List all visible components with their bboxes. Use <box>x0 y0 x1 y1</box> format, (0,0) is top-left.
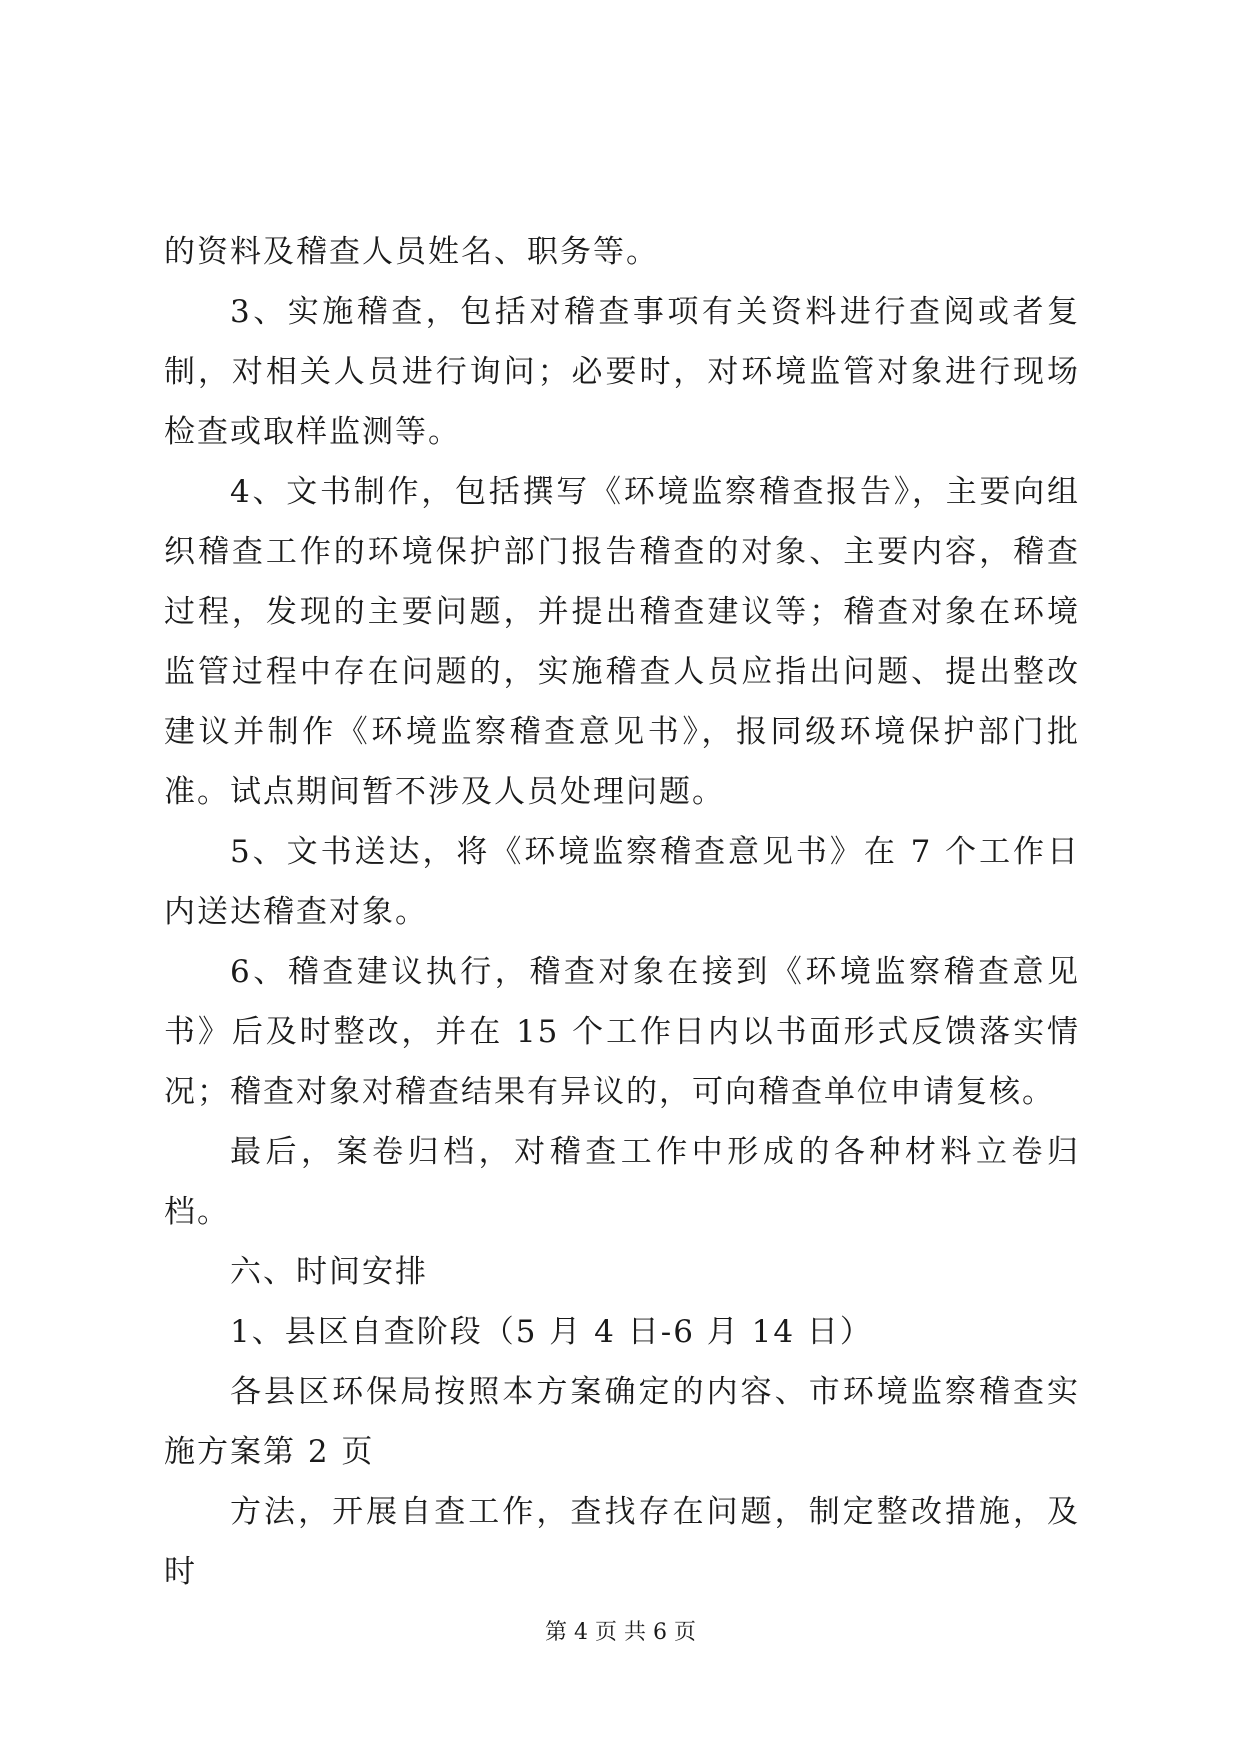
paragraph-method: 方法，开展自查工作，查找存在问题，制定整改措施，及时 <box>164 1494 1080 1590</box>
page-number-footer: 第 4 页 共 6 页 <box>545 1620 696 1645</box>
paragraph-item-5: 5、文书送达，将《环境监察稽查意见书》在 7 个工作日内送达稽查对象。 <box>164 834 1080 930</box>
paragraph-item-3: 3、实施稽查，包括对稽查事项有关资料进行查阅或者复制，对相关人员进行询问；必要时，对环境监管对象进行现场检查或取样监测等。 <box>164 294 1080 450</box>
paragraph-self-check: 各县区环保局按照本方案确定的内容、市环境监察稽查实施方案第 2 页 <box>164 1374 1080 1470</box>
paragraph-final-step: 最后，案卷归档，对稽查工作中形成的各种材料立卷归档。 <box>164 1134 1080 1230</box>
document-body <box>164 222 1080 1602</box>
subheading-self-check-stage: 1、县区自查阶段（5 月 4 日-6 月 14 日） <box>230 1314 873 1350</box>
paragraph-item-6: 6、稽查建议执行，稽查对象在接到《环境监察稽查意见书》后及时整改，并在 15 个工作日内以书面形式反馈落实情况；稽查对象对稽查结果有异议的，可向稽查单位申请复核。 <box>164 954 1080 1110</box>
section-heading-schedule: 六、时间安排 <box>230 1254 428 1290</box>
paragraph-continuation: 的资料及稽查人员姓名、职务等。 <box>164 234 659 270</box>
paragraph-item-4: 4、文书制作，包括撰写《环境监察稽查报告》，主要向组织稽查工作的环境保护部门报告稽查的对象、主要内容，稽查过程，发现的主要问题，并提出稽查建议等；稽查对象在环境监管过程中存在问题的，实施稽查人员应指出问题、提出整改建议并制作《环境监察稽查意见书》，报同级环境保护部门批准。试点期间暂不涉及人员处理问题。 <box>164 474 1080 810</box>
